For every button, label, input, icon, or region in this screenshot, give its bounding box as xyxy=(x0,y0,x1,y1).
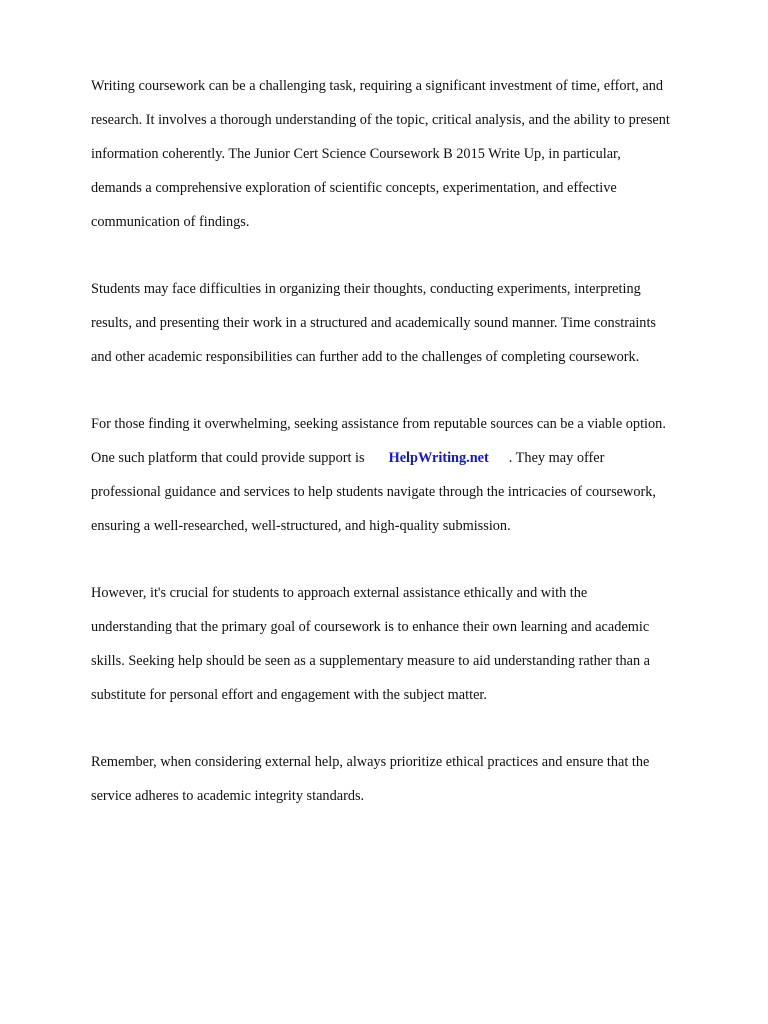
text-line-with-link xyxy=(91,450,728,467)
text-line: Writing coursework can be a challenging task, requiring a significant investment of time, effort, and xyxy=(91,78,664,94)
text-segment: . They may offer xyxy=(508,450,605,466)
text-line: substitute for personal effort and engagement with the subject matter. xyxy=(91,687,487,703)
paragraph-remember xyxy=(91,737,728,822)
text-line: research. It involves a thorough understanding of the topic, critical analysis, and the ability to present xyxy=(91,112,670,128)
text-line: professional guidance and services to help students navigate through the intricacies of coursework, xyxy=(91,484,656,500)
text-line: communication of findings. xyxy=(91,214,250,230)
text-line: demands a comprehensive exploration of scientific concepts, experimentation, and effective xyxy=(91,180,617,196)
text-line: Students may face difficulties in organizing their thoughts, conducting experiments, interpreting xyxy=(91,281,641,297)
text-line: results, and presenting their work in a structured and academically sound manner. Time constraints xyxy=(91,315,656,331)
paragraph-difficulties xyxy=(91,264,728,383)
paragraph-ethics xyxy=(91,568,728,721)
text-line: information coherently. The Junior Cert Science Coursework B 2015 Write Up, in particular, xyxy=(91,146,621,162)
text-line: understanding that the primary goal of coursework is to enhance their own learning and academic xyxy=(91,619,650,635)
text-line: service adheres to academic integrity standards. xyxy=(91,788,365,804)
paragraph-intro xyxy=(91,61,728,248)
text-line: skills. Seeking help should be seen as a supplementary measure to aid understanding rather than a xyxy=(91,653,651,669)
text-line: ensuring a well-researched, well-structured, and high-quality submission. xyxy=(91,518,511,534)
text-line: and other academic responsibilities can further add to the challenges of completing coursework. xyxy=(91,349,640,365)
text-line: However, it's crucial for students to approach external assistance ethically and with the xyxy=(91,585,588,601)
text-line: For those finding it overwhelming, seeking assistance from reputable sources can be a viable option. xyxy=(91,416,666,432)
text-line: Remember, when considering external help, always prioritize ethical practices and ensure that the xyxy=(91,754,650,770)
text-segment: One such platform that could provide support is xyxy=(91,450,365,466)
helpwriting-link[interactable]: HelpWriting.net xyxy=(388,450,489,466)
paragraph-assistance xyxy=(91,399,728,552)
